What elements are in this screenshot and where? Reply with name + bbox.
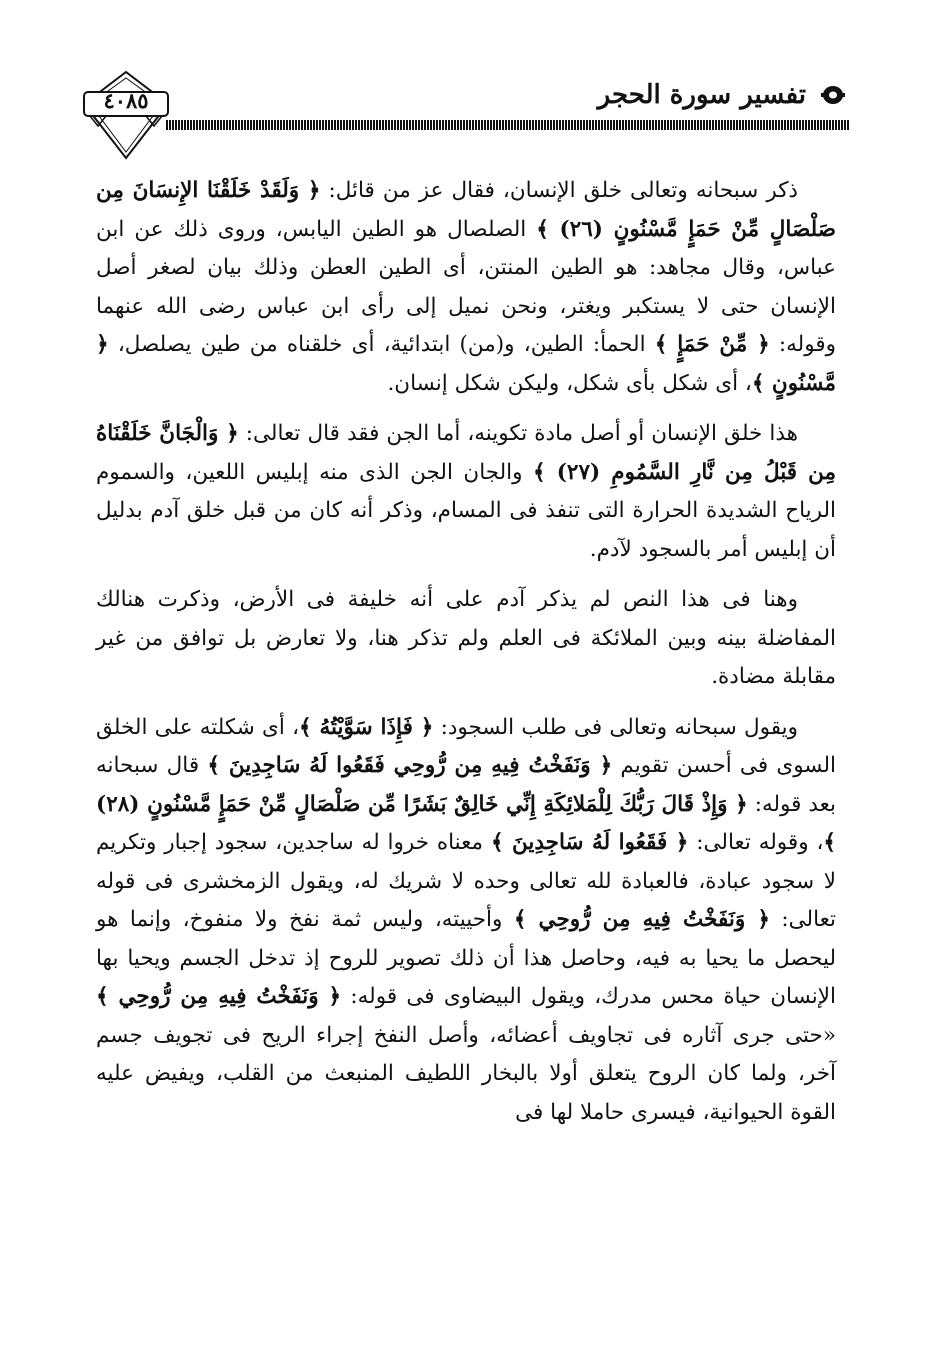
text-run: قال سبحانه بعد قوله: [96, 753, 837, 817]
quran-quote: ﴿ مِّنْ حَمَإٍ ﴾ [654, 332, 770, 357]
ornament-bullet-icon [820, 84, 846, 106]
text-run: والجان الجن الذى منه إبليس اللعين، والسموم الرياح الشديدة الحرارة التى تنفذ فى المسام، وذكر أنه كان من قبل خلق آدم بدليل أن إبليس أمر بالسجود لآدم. [96, 459, 836, 562]
text-run: «حتى جرى آثاره فى تجاويف أعضائه، وأصل النفخ إجراء الريح فى تجويف جسم آخر، ولما كان الروح يتعلق أولا بالبخار اللطيف المنبعث من القلب، ويفيض عليه القوة الحيوانية، فيسرى حاملا لها فى [96, 1022, 836, 1125]
quran-quote: ﴿ وَنَفَخْتُ فِيهِ مِن رُّوحِي فَقَعُوا لَهُ سَاجِدِينَ ﴾ [207, 753, 613, 778]
page-header [80, 70, 850, 160]
text-run: وهنا فى هذا النص لم يذكر آدم على أنه خليفة فى الأرض، وذكرت هنالك المفاضلة بينه وبين الملائكة فى العلم ولم تذكر هنا، ولا تعارض بل توافق من غير مقابلة مضادة. [96, 587, 836, 689]
text-run: وأحييته، وليس ثمة نفخ ولا منفوخ، وإنما هو ليحصل ما يحيا به فيه، وحاصل هذا أن ذلك تصوير للروح إذ تدخل الجسم ويحيا بها الإنسان حياة محس مدرك، ويقول البيضاوى فى قوله: [96, 907, 836, 1009]
quran-quote: ﴿ وَإِذْ قَالَ رَبُّكَ لِلْمَلائِكَةِ إِنِّي خَالِقٌ بَشَرًا مِّن صَلْصَالٍ مِّنْ حَمَإٍ مَّسْنُونٍ (٢٨) ﴾ [96, 791, 836, 855]
paragraph [96, 172, 836, 403]
header-rule [166, 120, 850, 130]
paragraph [96, 415, 836, 569]
quran-quote: ﴿ وَالْجَانَّ خَلَقْنَاهُ مِن قَبْلُ مِن نَّارِ السَّمُومِ (٢٧) ﴾ [96, 421, 837, 485]
text-run: ذكر سبحانه وتعالى خلق الإنسان، فقال عز من قائل: [320, 178, 799, 203]
body-text [96, 172, 836, 1144]
quran-quote: ﴿ وَنَفَخْتُ فِيهِ مِن رُّوحِي ﴾ [513, 907, 770, 932]
text-run: معناه خروا له ساجدين، سجود إجبار وتكريم لا سجود عبادة، فالعبادة لله تعالى وحده لا شريك له، ويقول الزمخشرى فى قوله تعالى: [96, 830, 836, 932]
page-number-ornament [80, 70, 172, 160]
text-run: ، وقوله تعالى: [688, 830, 824, 855]
text-run: الصلصال هو الطين اليابس، وروى ذلك عن ابن عباس، وقال مجاهد: هو الطين المنتن، أى الطين العطن وذلك بيان لصغر أصل الإنسان حتى لا يستكبر ويغتر، ونحن نميل إلى رأى ابن عباس رضى الله عنهما وقوله: [96, 216, 836, 357]
quran-quote: ﴿ فَقَعُوا لَهُ سَاجِدِينَ ﴾ [490, 830, 689, 855]
text-run: ، أى شكل بأى شكل، وليكن شكل إنسان. [387, 370, 752, 396]
text-run: ، أى شكلته على الخلق السوى فى أحسن تقويم [96, 714, 837, 778]
quran-quote: ﴿ مَّسْنُونٍ ﴾ [96, 332, 836, 396]
page-number: ٤٠٨٥ [103, 88, 149, 113]
diamond-frame-icon [80, 70, 172, 160]
quran-quote: ﴿ فَإِذَا سَوَّيْتُهُ ﴾ [299, 714, 434, 740]
text-run: الحمأ: الطين، و(من) ابتدائية، أى خلقناه من طين يصلصل، [108, 332, 655, 357]
quran-quote: ﴿ وَلَقَدْ خَلَقْنَا الإِنسَانَ مِن صَلْصَالٍ مِّنْ حَمَإٍ مَّسْنُونٍ (٢٦) ﴾ [96, 178, 836, 242]
text-run: ويقول سبحانه وتعالى فى طلب السجود: [433, 714, 798, 740]
paragraph [96, 581, 836, 697]
quran-quote: ﴿ وَنَفَخْتُ فِيهِ مِن رُّوحِي ﴾ [96, 984, 342, 1009]
text-run: هذا خلق الإنسان أو أصل مادة تكوينه، أما الجن فقد قال تعالى: [238, 421, 798, 446]
running-title: تفسير سورة الحجر [597, 80, 806, 110]
paragraph [96, 709, 836, 1133]
